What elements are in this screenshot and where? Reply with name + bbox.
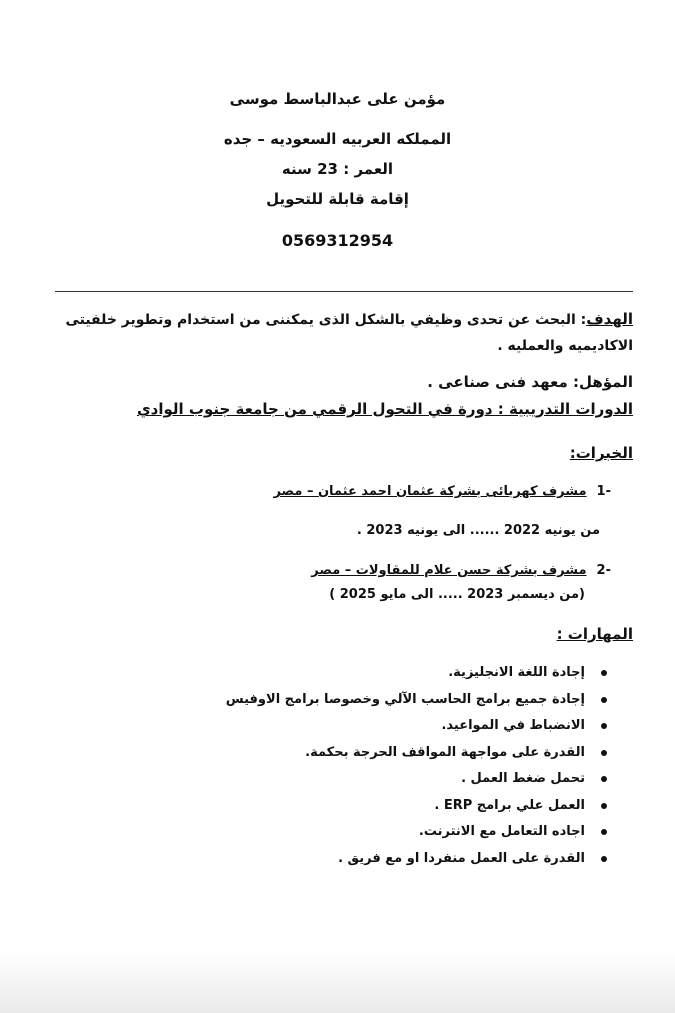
bullet-icon <box>601 723 607 729</box>
location: المملكه العربيه السعوديه – جده <box>223 130 452 148</box>
skill-text: تحمل ضغط العمل . <box>461 771 585 786</box>
skill-text: الانضباط في المواعيد. <box>441 718 585 733</box>
bullet-icon <box>601 750 607 756</box>
experience-number: -1 <box>596 484 611 499</box>
section-divider <box>55 291 633 292</box>
residency-status: إقامة قابلة للتحويل <box>266 190 409 208</box>
skill-item <box>226 846 607 873</box>
qualification-label: المؤهل <box>578 373 633 391</box>
bullet-icon <box>601 776 607 782</box>
skill-item <box>226 793 607 820</box>
objective-section <box>48 306 633 359</box>
bullet-icon <box>601 670 607 676</box>
skill-item <box>226 713 607 740</box>
experience-title: مشرف كهربائى بشركة عثمان احمد عثمان – مصر <box>273 484 587 499</box>
courses-line: الدورات التدريبية : دورة في التحول الرقمي من جامعة جنوب الوادي <box>136 400 633 418</box>
skill-text: إجادة جميع برامج الحاسب الآلي وخصوصا برامج الاوفيس <box>225 691 585 707</box>
skill-text: القدرة على العمل منفردا او مع فريق . <box>338 850 585 866</box>
age: العمر : 23 سنه <box>281 160 394 178</box>
skill-text: اجاده التعامل مع الانترنت. <box>418 824 585 839</box>
objective-label: الهدف <box>586 310 633 328</box>
qualification-text: : معهد فنى صناعى . <box>427 373 579 391</box>
bullet-icon <box>601 697 607 703</box>
experience-heading: الخبرات: <box>569 444 633 462</box>
objective-text: : البحث عن تحدى وظيفي بالشكل الذى يمكننى من استخدام وتطوير خلفيتى الاكاديميه والعمليه . <box>65 312 633 354</box>
experience-item-1 <box>273 484 611 499</box>
skills-heading: المهارات : <box>556 625 633 643</box>
experience-title: مشرف بشركة حسن علام للمقاولات – مصر <box>311 563 587 578</box>
skill-item <box>226 740 607 767</box>
candidate-name: مؤمن على عبدالباسط موسى <box>229 90 446 108</box>
experience-dates-1: من يونيه 2022 ...... الى يونيه 2023 . <box>356 523 600 538</box>
skill-text: القدرة على مواجهة المواقف الحرجة بحكمة. <box>305 744 585 760</box>
experience-dates-2: (من ديسمبر 2023 ..... الى مايو 2025 ) <box>329 587 585 602</box>
bottom-shadow <box>0 953 675 1013</box>
phone-number: 0569312954 <box>281 231 394 250</box>
skill-item <box>226 687 607 714</box>
experience-number: -2 <box>596 563 611 578</box>
skill-item <box>226 819 607 846</box>
bullet-icon <box>601 829 607 835</box>
skill-text: إجادة اللغة الانجليزية. <box>448 665 585 680</box>
qualification-section <box>427 373 633 391</box>
skill-item <box>226 766 607 793</box>
bullet-icon <box>601 803 607 809</box>
skill-text: العمل علي برامج ERP . <box>434 797 585 813</box>
skills-list <box>226 660 607 872</box>
experience-item-2 <box>311 563 611 578</box>
bullet-icon <box>601 856 607 862</box>
skill-item <box>226 660 607 687</box>
